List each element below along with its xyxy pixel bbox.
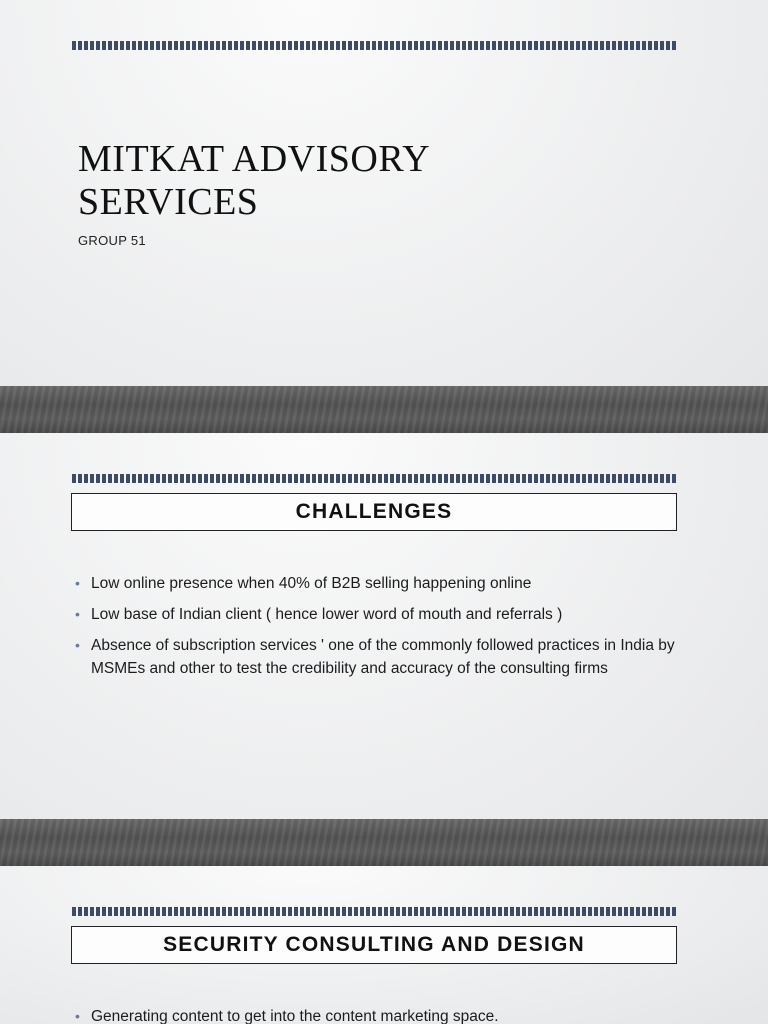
list-item: • Low online presence when 40% of B2B selling happening online xyxy=(75,572,675,595)
slide-floor-texture xyxy=(0,819,768,866)
list-item: • Low base of Indian client ( hence lower word of mouth and referrals ) xyxy=(75,603,675,626)
challenges-heading: CHALLENGES xyxy=(71,493,677,531)
list-item: • Absence of subscription services ' one of the commonly followed practices in India by MSMEs and other to test the credibility and accuracy of the consulting firms xyxy=(75,634,675,680)
slide-title: MITKAT ADVISORY SERVICES xyxy=(78,138,429,223)
title-slide xyxy=(0,0,768,433)
list-item: • Generating content to get into the content marketing space. xyxy=(75,1005,675,1024)
slide-floor-texture xyxy=(0,386,768,433)
security-heading: SECURITY CONSULTING AND DESIGN xyxy=(71,926,677,964)
decorative-stripe xyxy=(72,41,677,50)
decorative-stripe xyxy=(72,474,677,483)
decorative-stripe xyxy=(72,907,677,916)
challenges-slide xyxy=(0,433,768,866)
security-slide xyxy=(0,866,768,1024)
challenges-list xyxy=(75,572,675,688)
slide-subtitle: GROUP 51 xyxy=(78,233,146,248)
security-list xyxy=(75,1005,675,1024)
